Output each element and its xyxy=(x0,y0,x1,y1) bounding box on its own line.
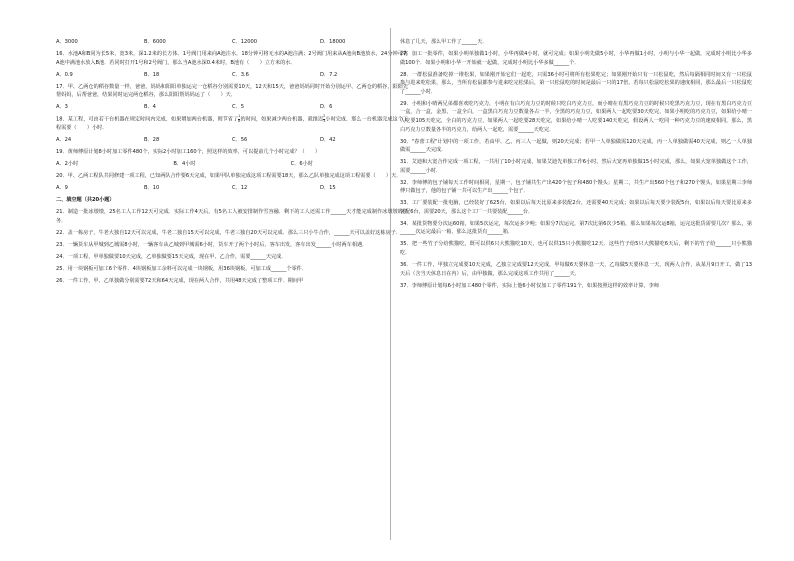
question-27: 27．加工一批零件，如果小明单独做1小时，小华再做4小时，就可完成；如果小明先做5小时，小华再做1小时，小明与小华一起做，完成时小明比小华多做100个．如果小明和小华一开始就一起做，完成时小明比小华多做______个． xyxy=(400,50,752,66)
option: A．9 xyxy=(56,185,68,192)
fraction-denominator: 3 xyxy=(323,118,326,123)
option: D．42 xyxy=(320,137,336,144)
q16-options xyxy=(56,71,408,80)
q18-options xyxy=(56,136,408,145)
option: D．18000 xyxy=(320,39,346,45)
question-31: 31．艾迪和大宽合作完成一项工程，一共用了10小时完成，如果艾迪先单独工作6小时，然后大宽再单独做15小时完成，那么，如果大宽单独做这个工作，需要______小时． xyxy=(400,159,752,174)
question-33: 33．工厂要装配一批电脑，已经装好了625台，如果以后每天比原来多装配2台，还需要40天完成；如果以后每天要少装配5台，如果以后每天要比原来多装配6台，需要20天，那么这个工厂一共要装配______台． xyxy=(400,200,752,215)
question-32: 32．李师傅的包子铺每天工作时间相同，星期一，包子铺共生产出420个包子和480个馒头；星期二，共生产出560个包子和270个馒头，如果星期三李师傅只做包子，他的包子铺一共可以生产出______个包子． xyxy=(400,179,752,195)
q19-options xyxy=(56,160,408,169)
option: B．4小时 xyxy=(173,161,196,168)
option: C．12000 xyxy=(232,39,258,45)
q17-options xyxy=(56,103,408,112)
question-20: 20．甲、乙两工程队共同修建一项工程，已知两队合作要6天完成，如果甲队单独完成这项工程需要18天，那么乙队单独完成这项工程需要（ ）天． xyxy=(56,173,402,180)
option: B．18 xyxy=(144,71,160,78)
question-26: 26．一件工作，甲、乙单独做分别需要72天和64天完成，现在两人合作，共用48天完成了整项工作．期间甲 xyxy=(56,277,304,284)
option: B．28 xyxy=(144,137,160,144)
question-23: 23．一辆货车从甲城到乙城需8小时，一辆客车从乙城到甲城需6小时，货车开了两个小时后，客车出发，客车出发______小时两车相遇． xyxy=(56,241,368,248)
question-18-part-b: 的时间，如果减少两台机器，就推迟 xyxy=(240,116,324,123)
question-28: 28．一群松鼠准备吃掉一堆松果，如果刚开始它们一起吃，只需36小时可将所有松果吃完；如果刚开始只有一只松鼠吃，然后每隔相同时间又有一只松鼠参与进来吃松果，那么，当所有松鼠都参与进来吃完松果后，第一只松鼠吃的时间是最后一只的17倍，若每只松鼠吃松果的速度相同，那么最后一只松鼠吃了______小时． xyxy=(400,71,752,95)
fraction-numerator: 2 xyxy=(323,114,326,119)
option: A．24 xyxy=(56,137,72,144)
q20-options xyxy=(56,184,408,193)
question-37: 37．李师傅原计划每6小时加工480个零件，实际上他6小时仅加工了零件191个，如果按照这样的效率计算，李师 xyxy=(400,282,659,289)
question-34: 34．某批货物要分次运60箱，如果5次运完，每次运多少吨；如果分7次运完，第7次比第6次少5箱，那么如果每次运8箱，运完这批货需要几次？那么，第______次运完最后一箱，那么这批货有______箱． xyxy=(400,220,752,236)
option: A．3000 xyxy=(56,39,78,45)
option: C．12 xyxy=(232,185,248,192)
question-17: 17．甲、乙两仓的稻谷数量一样，爸爸，妈妈和阳阳单独运完一仓稻谷分别需要10天，12天和15天，爸爸妈妈同时开始分别运甲、乙两仓的稻谷，阳阳先帮妈妈，后帮爸爸，结果同时运完两仓稻谷，那么阳阳帮妈妈运了（ ）天． xyxy=(56,83,408,99)
q15-options xyxy=(56,38,408,47)
question-26-continued: 休息了几天，那么甲工作了______天． xyxy=(400,39,488,45)
fraction-numerator: 1 xyxy=(238,114,241,119)
question-30: 30．"春蕾工程"计划中的一项工作，若由甲、乙、丙三人一起做，则20天完成；若甲一人单独做需120天完成，丙一人单独做需40天完成，则乙一人单独做需______天完成． xyxy=(400,138,752,154)
question-35: 35．把一些竹子分给熊猫吃，既可以供6只大熊猫吃10天，也可以供15只小熊猫吃12天．这些竹子给5只大熊猫吃6天后，剩下的竹子给______只小熊猫吃． xyxy=(400,241,752,256)
option: D．7.2 xyxy=(320,71,338,78)
option: C．5 xyxy=(232,104,245,111)
option: C．3.6 xyxy=(232,71,249,78)
fraction-denominator: 8 xyxy=(238,118,241,123)
question-16: 16．水池A和B同为长5米，宽3米，深1.2米的长方体．1号阀门用来向A池注水，18分钟可将无水的A池注满；2号阀门用来从A池向B池放水，24分钟可将A池中满池水放入B池．若同时打开1号和2号阀门，那么当A池水深0.4米时，B池有（ ）立方米的水． xyxy=(56,50,408,66)
option: A．0.9 xyxy=(56,71,73,78)
section-heading: 二、填空题（共20小题） xyxy=(56,197,115,204)
question-24: 24．一项工程，甲单独做要10天完成，乙单独做要15天完成，现在甲、乙合作，需要______天完成． xyxy=(56,253,287,260)
question-18-part-c: 小时完成．那么一台机器完成这个工程需要（ ）小时． xyxy=(56,116,409,132)
question-29: 29．小明和小晴两兄弟都喜欢吃巧克力，小明在有白巧克力豆的时候只吃白巧克力豆，而小晴在有黑巧克力豆的时候只吃黑巧克力豆，现在有黑白巧克力豆一盒，合一盒，金黑，一盒全白，一盒黑白巧克力豆数量各占一半，全黑的巧克力豆，如果两人一起吃要30天吃完，如果小明吃的巧克力豆，如果给小晴一人吃要105天吃完，全白的巧克力豆，如果两人一起吃要28天吃完，如果给小晴一人吃要140天吃完，假设两人一吃同一种巧克力豆的速度相同，那么，黑白巧克力豆数量各半的巧克力，给两人一起吃，需要______天吃完． xyxy=(400,100,752,133)
option: B．4 xyxy=(144,104,156,111)
option: A．2小时 xyxy=(56,161,79,168)
question-21: 21．制造一批冰墩墩，25名工人工作12天可完成．实际工作4天后，有5名工人被安排制作雪容融．剩下的工人还需工作______天才能完成制作冰墩墩的任务． xyxy=(56,209,408,224)
option: D．6 xyxy=(320,104,333,111)
question-36: 36．一件工作，甲独立完成要10天完成，乙独立完成要12天完成，甲每做6天要休息一天，乙每做5天要休息一天，现两人合作，从某月9日开工，做了13天后（含当天休息日在内）后，由甲独做，那么完成这项工作共用了______天． xyxy=(400,261,752,277)
question-25: 25．用一块钢板可加工6个零件．4块钢板加工余料可以完成一块钢板，用36块钢板，可加工成______个零件． xyxy=(56,265,307,272)
option: B．10 xyxy=(144,185,160,192)
question-18-part-a: 18．某工程，可由若干台机器在规定时间内完成．如果增加两台机器，则节省了 xyxy=(56,116,239,123)
question-18 xyxy=(56,115,408,133)
option: C．6小时 xyxy=(290,161,313,168)
right-column xyxy=(400,38,752,294)
option: C．56 xyxy=(232,137,248,144)
question-22: 22．盖一栋房子，牛老大独自12天可以完成，牛老二独自15天可以完成，牛老三独自20天可以完成．那么三只小牛合作，______天可以盖好这栋房子． xyxy=(56,229,401,236)
option: A．3 xyxy=(56,104,68,111)
option: D．15 xyxy=(320,185,336,192)
left-column xyxy=(56,38,408,289)
question-19: 19．黄师傅原计划8小时加工零件480个，实际2小时加工160个，照这样的效率，可以提前几个小时完成？（ ） xyxy=(56,149,321,156)
option: B．6000 xyxy=(144,39,166,45)
